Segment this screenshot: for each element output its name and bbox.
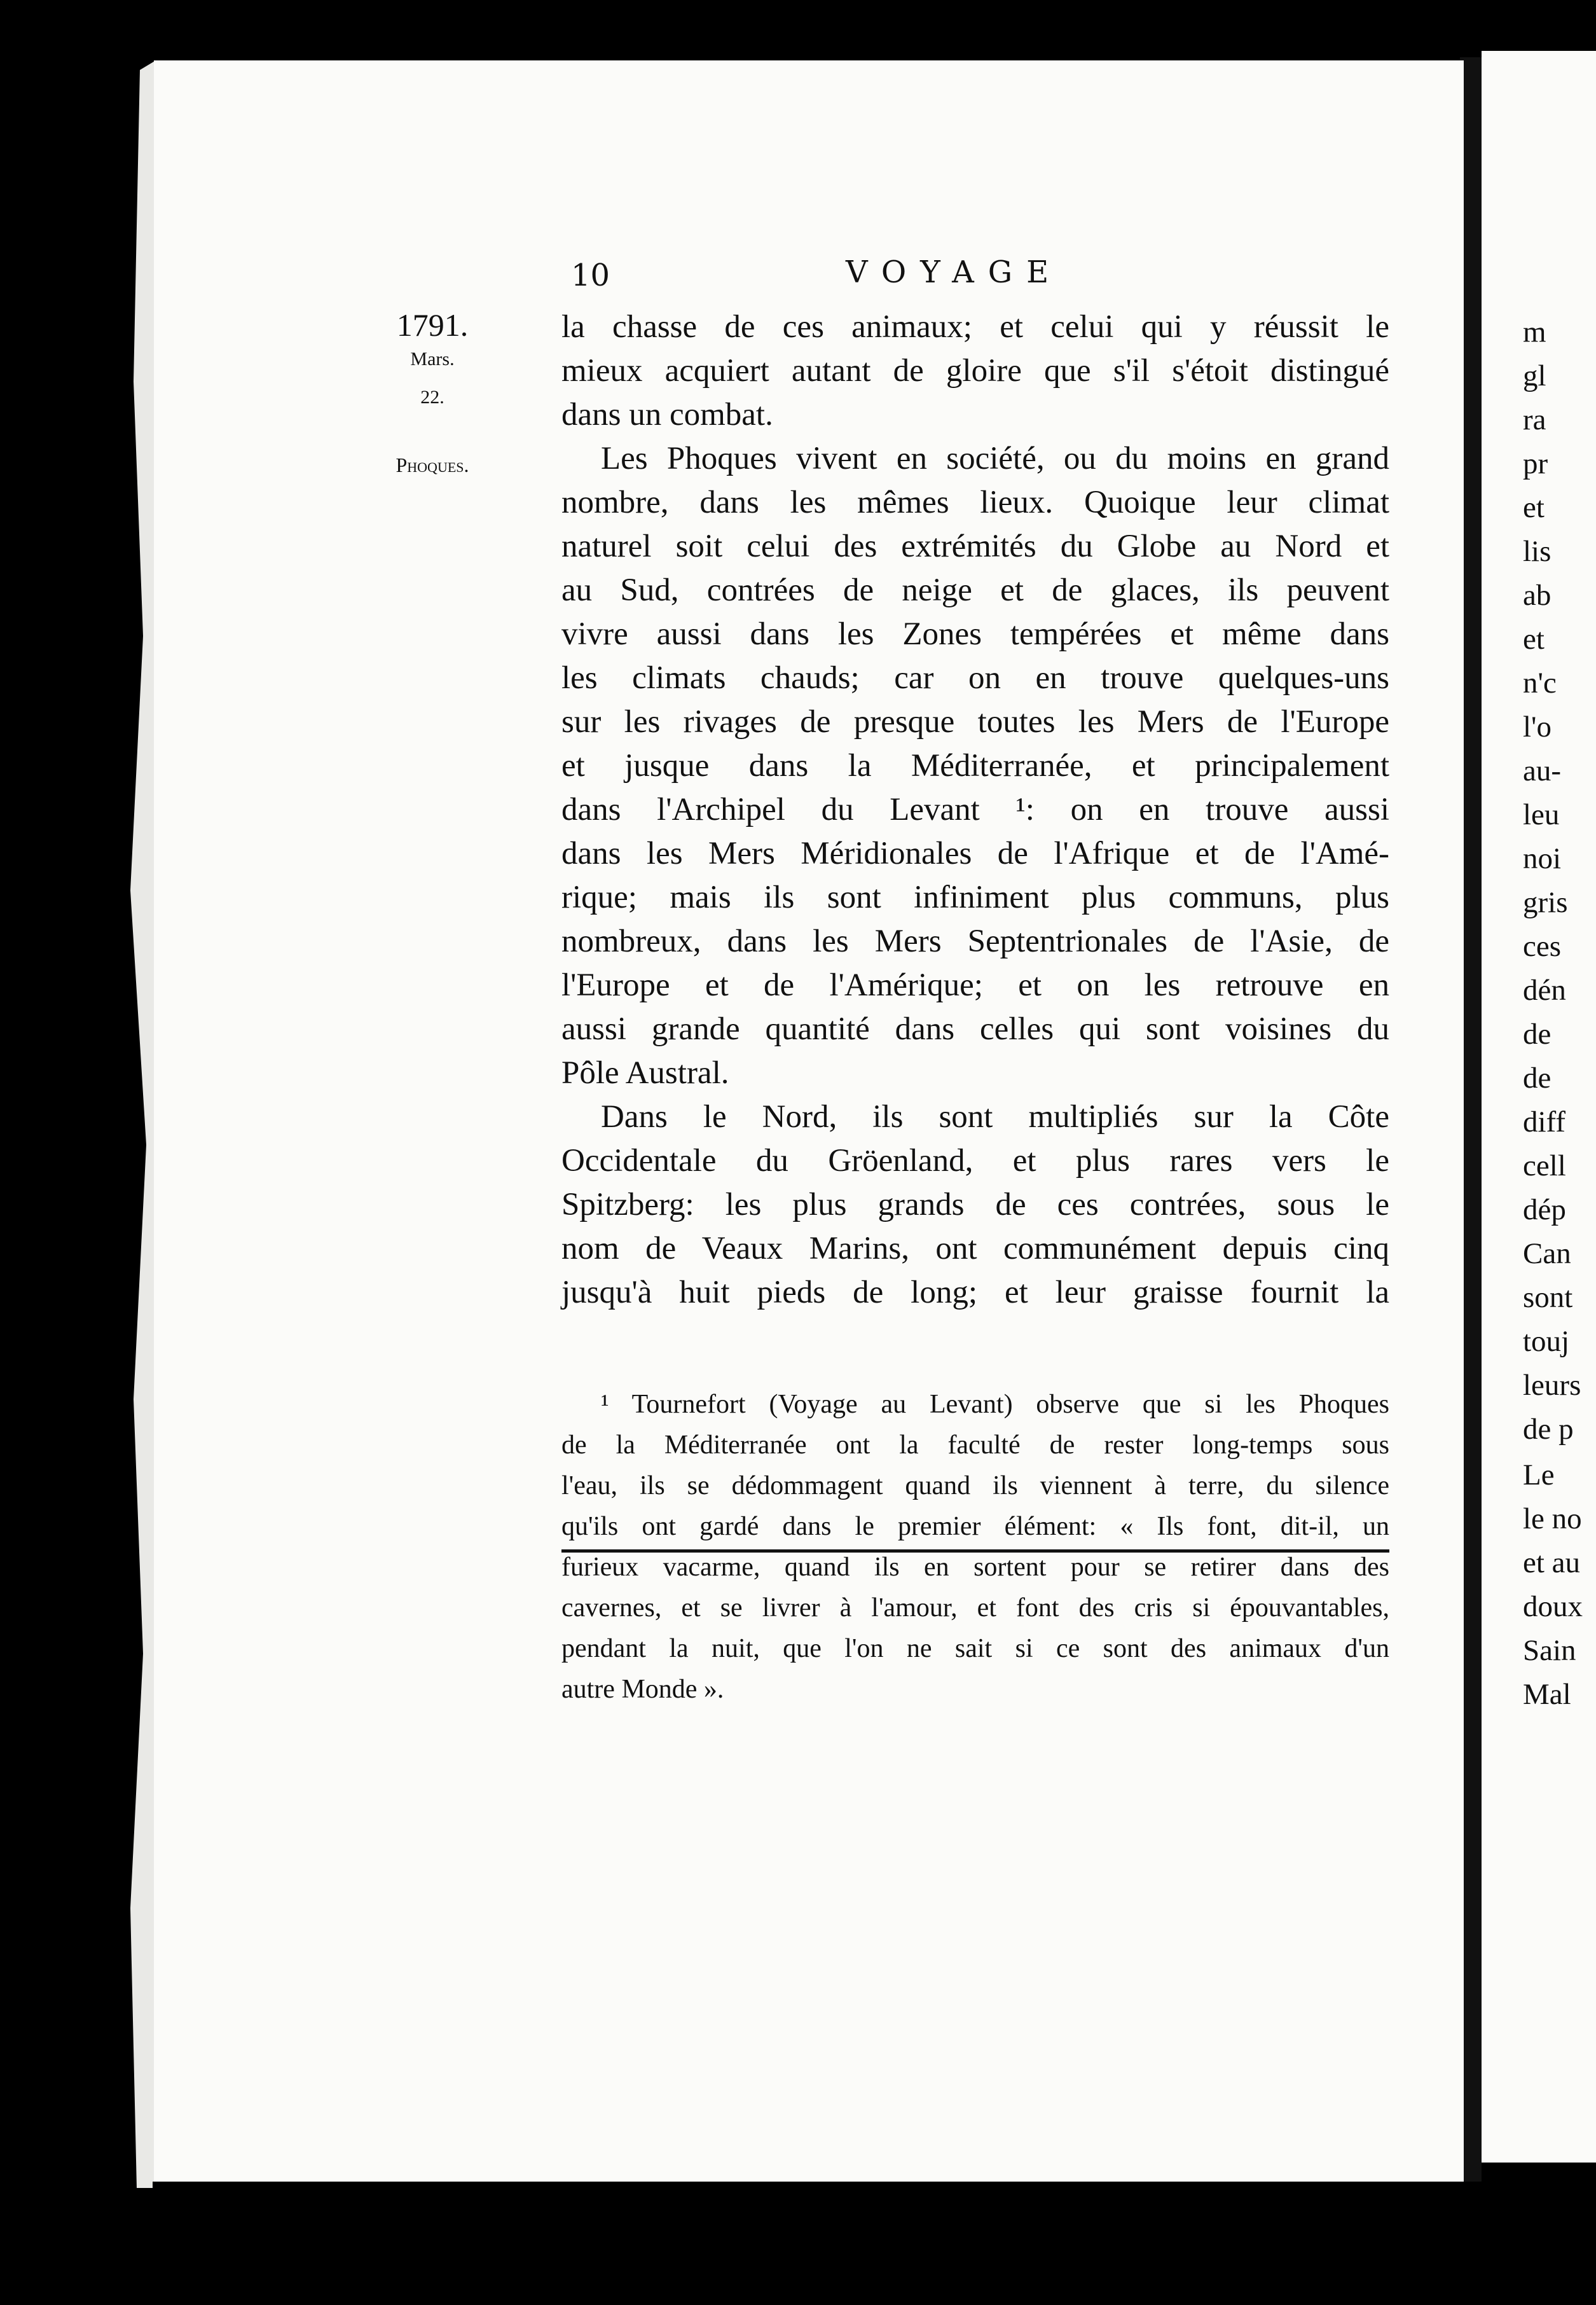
- footnote-line: autre Monde ».: [561, 1675, 724, 1704]
- margin-day: 22.: [420, 387, 444, 408]
- facing-fragment: gl: [1523, 359, 1546, 392]
- body-line: Occidentale du Gröenland, et plus rares vers le: [561, 1143, 1389, 1179]
- facing-fragment: de: [1523, 1062, 1551, 1095]
- body-line: et jusque dans la Méditerranée, et principalement: [561, 748, 1389, 784]
- facing-fragment: dén: [1523, 974, 1566, 1007]
- facing-fragment: Mal: [1523, 1678, 1571, 1711]
- facing-fragment: ab: [1523, 579, 1551, 612]
- facing-fragment: et au: [1523, 1546, 1581, 1579]
- facing-fragment: m: [1523, 315, 1546, 349]
- body-line: Les Phoques vivent en société, ou du moins en grand: [601, 441, 1389, 476]
- facing-fragment: leu: [1523, 798, 1560, 831]
- footnote-line: pendant la nuit, que l'on ne sait si ce sont des animaux d'un: [561, 1634, 1389, 1663]
- body-line: la chasse de ces animaux; et celui qui y réussit le: [561, 309, 1389, 345]
- facing-fragment: et: [1523, 623, 1544, 656]
- body-line: dans l'Archipel du Levant ¹: on en trouve aussi: [561, 792, 1389, 827]
- facing-fragment: cell: [1523, 1149, 1566, 1182]
- facing-fragment: diff: [1523, 1105, 1566, 1139]
- margin-year: 1791.: [396, 307, 469, 343]
- body-line: les climats chauds; car on en trouve quelques-uns: [561, 660, 1389, 696]
- body-line: mieux acquiert autant de gloire que s'il s'étoit distingué: [561, 353, 1389, 389]
- page-number: 10: [571, 258, 610, 293]
- body-line: l'Europe et de l'Amérique; et on les retrouve en: [561, 967, 1389, 1003]
- facing-fragment: noi: [1523, 842, 1562, 875]
- footnote-line: l'eau, ils se dédommagent quand ils viennent à terre, du silence: [561, 1471, 1389, 1500]
- footnote-line: qu'ils ont gardé dans le premier élément: « Ils font, dit-il, un: [561, 1512, 1389, 1541]
- facing-fragment: ra: [1523, 403, 1546, 436]
- body-line: sur les rivages de presque toutes les Mers de l'Europe: [561, 704, 1389, 740]
- facing-fragment: touj: [1523, 1325, 1570, 1358]
- body-line: jusqu'à huit pieds de long; et leur graisse fournit la: [561, 1275, 1389, 1310]
- footnote-line: furieux vacarme, quand ils en sortent pour se retirer dans des: [561, 1553, 1389, 1582]
- facing-fragment: le no: [1523, 1502, 1582, 1535]
- body-line: dans un combat.: [561, 397, 773, 433]
- body-line: Dans le Nord, ils sont multipliés sur la Côte: [601, 1099, 1389, 1135]
- facing-fragment: au-: [1523, 754, 1562, 787]
- facing-fragment: leurs: [1523, 1369, 1581, 1402]
- facing-fragment: ces: [1523, 930, 1562, 963]
- facing-fragment: l'o: [1523, 710, 1552, 744]
- body-line: vivre aussi dans les Zones tempérées et même dans: [561, 616, 1389, 652]
- facing-fragment: pr: [1523, 447, 1548, 480]
- footnote-line: cavernes, et se livrer à l'amour, et font des cris si épouvantables,: [561, 1593, 1389, 1623]
- facing-fragment: Can: [1523, 1237, 1571, 1270]
- footnote-line: de la Méditerranée ont la faculté de rester long-temps sous: [561, 1430, 1389, 1460]
- facing-fragment: dép: [1523, 1193, 1566, 1226]
- margin-topic: Phoques.: [396, 453, 469, 476]
- facing-fragment: de: [1523, 1018, 1551, 1051]
- body-line: nombre, dans les mêmes lieux. Quoique leur climat: [561, 485, 1389, 520]
- facing-fragment: et: [1523, 491, 1544, 524]
- facing-fragment: doux: [1523, 1590, 1583, 1623]
- margin-month: Mars.: [410, 349, 455, 370]
- running-title: VOYAGE: [846, 254, 1063, 290]
- facing-fragment: gris: [1523, 886, 1568, 919]
- body-line: rique; mais ils sont infiniment plus communs, plus: [561, 880, 1389, 915]
- facing-fragment: lis: [1523, 535, 1551, 568]
- body-line: aussi grande quantité dans celles qui sont voisines du: [561, 1011, 1389, 1047]
- body-line: nom de Veaux Marins, ont communément depuis cinq: [561, 1231, 1389, 1266]
- facing-fragment: de p: [1523, 1413, 1574, 1446]
- facing-fragment: Sain: [1523, 1634, 1576, 1667]
- facing-fragment: n'c: [1523, 667, 1557, 700]
- body-line: au Sud, contrées de neige et de glaces, ils peuvent: [561, 572, 1389, 608]
- facing-fragment: sont: [1523, 1281, 1573, 1314]
- facing-fragment: Le: [1523, 1458, 1555, 1492]
- footnote-line: ¹ Tournefort (Voyage au Levant) observe que si les Phoques: [601, 1390, 1389, 1419]
- body-line: naturel soit celui des extrémités du Globe au Nord et: [561, 529, 1389, 564]
- body-line: Spitzberg: les plus grands de ces contrées, sous le: [561, 1187, 1389, 1222]
- body-line: nombreux, dans les Mers Septentrionales de l'Asie, de: [561, 924, 1389, 959]
- body-line: Pôle Austral.: [561, 1055, 729, 1091]
- body-line: dans les Mers Méridionales de l'Afrique et de l'Amé-: [561, 836, 1389, 871]
